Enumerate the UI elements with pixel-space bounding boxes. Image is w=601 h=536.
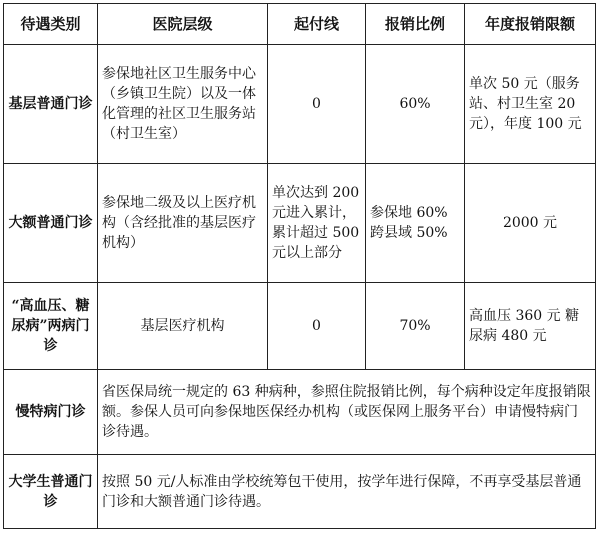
header-category: 待遇类别 bbox=[4, 4, 98, 45]
table-header-row bbox=[4, 4, 596, 45]
reimbursement-table bbox=[3, 3, 596, 529]
row-category: “高血压、糖尿病”两病门诊 bbox=[4, 283, 98, 370]
row-category: 基层普通门诊 bbox=[4, 45, 98, 164]
row-category: 大学生普通门诊 bbox=[4, 455, 98, 529]
row-ratio: 60% bbox=[366, 45, 465, 164]
row-annual-limit: 单次 50 元（服务站、村卫生室 20元），年度 100 元 bbox=[465, 45, 596, 164]
row-description: 按照 50 元/人标准由学校统筹包干使用，按学年进行保障，不再享受基层普通门诊和大额普通门诊待遇。 bbox=[98, 455, 596, 529]
row-annual-limit: 高血压 360 元 糖尿病 480 元 bbox=[465, 283, 596, 370]
header-ratio: 报销比例 bbox=[366, 4, 465, 45]
row-category: 大额普通门诊 bbox=[4, 164, 98, 283]
header-annual-limit: 年度报销限额 bbox=[465, 4, 596, 45]
row-ratio: 70% bbox=[366, 283, 465, 370]
header-deductible: 起付线 bbox=[268, 4, 366, 45]
row-annual-limit: 2000 元 bbox=[465, 164, 596, 283]
row-hospital-level: 参保地社区卫生服务中心（乡镇卫生院）以及一体化管理的社区卫生服务站（村卫生室） bbox=[98, 45, 268, 164]
row-category: 慢特病门诊 bbox=[4, 370, 98, 455]
table-row bbox=[4, 370, 596, 455]
table-row bbox=[4, 455, 596, 529]
row-deductible: 单次达到 200 元进入累计，累计超过 500 元以上部分 bbox=[268, 164, 366, 283]
row-hospital-level: 基层医疗机构 bbox=[98, 283, 268, 370]
row-hospital-level: 参保地二级及以上医疗机构（含经批准的基层医疗机构） bbox=[98, 164, 268, 283]
row-deductible: 0 bbox=[268, 283, 366, 370]
table-row bbox=[4, 45, 596, 164]
row-ratio: 参保地 60% 跨县域 50% bbox=[366, 164, 465, 283]
row-description: 省医保局统一规定的 63 种病种，参照住院报销比例，每个病种设定年度报销限额。参保人员可向参保地医保经办机构（或医保网上服务平台）申请慢特病门诊待遇。 bbox=[98, 370, 596, 455]
table-row bbox=[4, 164, 596, 283]
row-deductible: 0 bbox=[268, 45, 366, 164]
header-hospital-level: 医院层级 bbox=[98, 4, 268, 45]
table-row bbox=[4, 283, 596, 370]
